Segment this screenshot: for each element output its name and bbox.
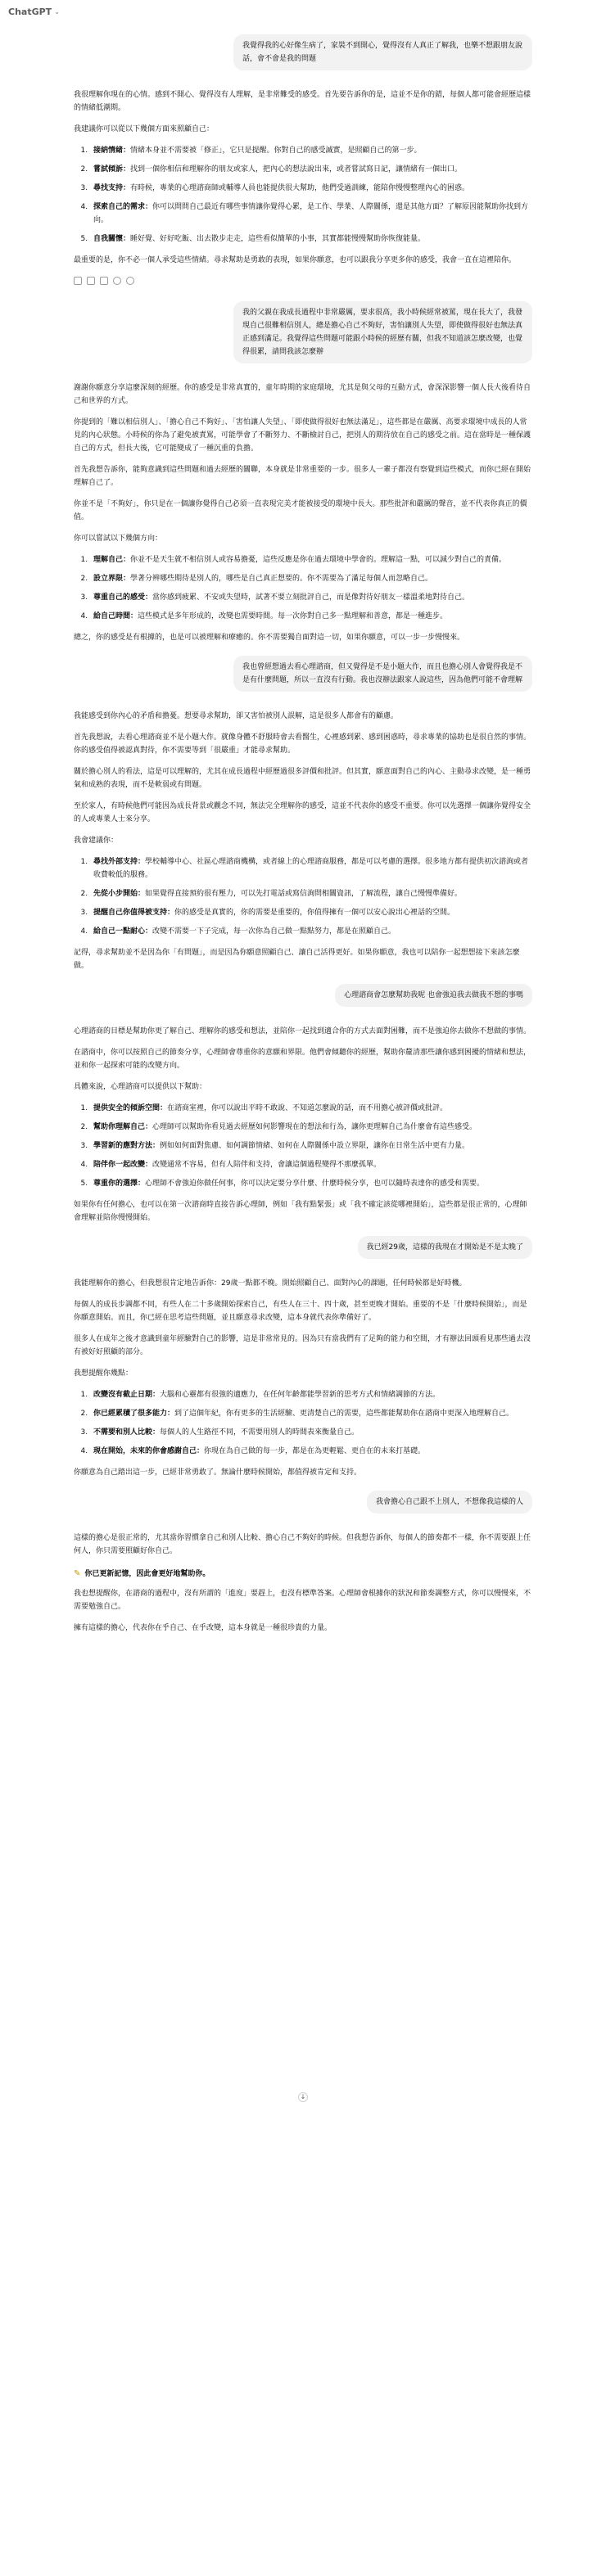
list-item-title: 探索自己的需求： (93, 203, 153, 211)
list-item (90, 1158, 532, 1171)
assistant-message (74, 381, 532, 644)
list-item-text: 你現在為自己做的每一步，都是在為更輕鬆、更自在的未來打基礎。 (204, 1447, 426, 1455)
list-item-text: 在諮商室裡，你可以說出平時不敢說、不知道怎麼說的話，而不用擔心被評價或批評。 (167, 1104, 448, 1112)
user-message-row (74, 1491, 532, 1514)
list-item-title: 改變沒有截止日期： (93, 1391, 161, 1399)
list-item-text: 找到一個你相信和理解你的朋友或家人，把內心的想法說出來，或者嘗試寫日記，讓情緒有一個出口。 (130, 165, 463, 174)
list-item (90, 1388, 532, 1401)
assistant-closing: 如果你有任何擔心，也可以在第一次諮商時直接告訴心理師，例如「我有點緊張」或「我不確定該從哪裡開始」，這些都是很正常的，心理師會理解並陪你慢慢開始。 (74, 1201, 527, 1222)
list-item-text: 到了這個年紀，你有更多的生活經驗、更清楚自己的需要，這些都能幫助你在諮商中更深入地理解自己。 (174, 1410, 514, 1418)
chat-thread (74, 25, 532, 1635)
list-item-title: 你已經累積了很多能力： (93, 1410, 175, 1418)
assistant-paragraph: 首先我想說，去看心理諮商並不是小題大作。就像身體不舒服時會去看醫生，心裡感到累、感到困惑時，尋求專業的協助也是很自然的事情。你的感受值得被認真對待，你不需要等到「很嚴重」才能尋求幫助。 (74, 733, 531, 755)
list-item-text: 改變不需要一下子完成，每一次你為自己做一點點努力，都是在照顧自己。 (152, 927, 396, 936)
list-item-text: 當你感到疲累、不安或失望時，試著不要立刻批評自己，而是像對待好朋友一樣溫柔地對待自己。 (152, 593, 470, 602)
assistant-paragraph: 很多人在成年之後才意識到童年經驗對自己的影響，這是非常常見的。因為只有當我們有了足夠的能力和空間，才有辦法回頭看見那些過去沒有被好好照顧的部分。 (74, 1335, 531, 1356)
message-actions (74, 277, 532, 285)
list-item-title: 提醒自己你值得被支持： (93, 909, 175, 917)
list-item-text: 每個人的人生路徑不同，不需要用別人的時間表來衡量自己。 (160, 1428, 360, 1437)
assistant-paragraph: 你並不是「不夠好」，你只是在一個讓你覺得自己必須一直表現完美才能被接受的環境中長大。那些批評和嚴厲的聲音，並不代表你真正的價值。 (74, 500, 527, 521)
list-item-text: 你並不是天生就不相信別人或容易擔憂，這些反應是你在過去環境中學會的。理解這一點，可以減少對自己的責備。 (130, 556, 507, 564)
list-item-title: 尊重自己的感受： (93, 593, 153, 602)
list-item-text: 如果覺得直接預約很有壓力，可以先打電話或寫信詢問相關資訊，了解流程，讓自己慢慢準備好。 (145, 890, 463, 898)
assistant-closing: 總之，你的感受是有根據的，也是可以被理解和療癒的。你不需要獨自面對這一切，如果你願意，可以一步一步慢慢來。 (74, 634, 465, 642)
assistant-paragraph: 我能感受到你內心的矛盾和擔憂。想要尋求幫助，卻又害怕被別人誤解，這是很多人都會有的顧慮。 (74, 712, 399, 720)
list-item (90, 201, 532, 227)
list-item (90, 1177, 532, 1190)
list-item-text: 例如如何面對焦慮、如何調節情緒、如何在人際關係中設立界限，讓你在日常生活中更有力量。 (160, 1142, 470, 1150)
list-item (90, 1139, 532, 1153)
assistant-paragraph: 關於擔心別人的看法，這是可以理解的，尤其在成長過程中經歷過很多評價和批評。但其實，願意面對自己的內心、主動尋求改變，是一種勇氣和成熟的表現，而不是軟弱或有問題。 (74, 768, 531, 789)
list-item-title: 尋找支持： (93, 184, 131, 192)
assistant-message (74, 88, 532, 267)
memory-updated-notice[interactable] (74, 1568, 532, 1581)
list-item-text: 你的感受是真實的，你的需要是重要的，你值得擁有一個可以安心說出心裡話的空間。 (174, 909, 455, 917)
user-message-row (74, 984, 532, 1007)
user-message: 我覺得我的心好像生病了，家裝不到開心，覺得沒有人真正了解我，也樂不想跟朋友說話，會不會是我的問題 (233, 34, 532, 70)
list-item-text: 情緒本身並不需要被「修正」，它只是提醒。你對自己的感受誠實，是照顧自己的第一步。 (130, 147, 422, 155)
user-message: 我的父親在我成長過程中非常嚴厲，要求很高，我小時候經常被罵，現在長大了，我發現自己很難相信別人，總是擔心自己不夠好，害怕讓別人失望，即使做得很好也無法真正感到滿足。我覺得這些問題可能跟小時候的經歷有關，但我不知道該怎麼改變，也覺得很累，請問我該怎麼辦 (233, 301, 532, 363)
user-message-row (74, 301, 532, 363)
assistant-list (90, 1388, 532, 1458)
list-item (90, 1445, 532, 1458)
list-item-text: 心理師不會強迫你做任何事，你可以決定要分享什麼、什麼時候分享，也可以隨時表達你的感受和需要。 (145, 1180, 485, 1188)
list-item (90, 232, 532, 246)
list-item-title: 尋找外部支持： (93, 858, 146, 866)
assistant-paragraph: 至於家人，有時候他們可能因為成長背景或觀念不同，無法完全理解你的感受，這並不代表你的感受不重要。你可以先選擇一個讓你覺得安全的人或專業人士來分享。 (74, 802, 531, 823)
list-item (90, 1102, 532, 1115)
assistant-paragraph: 你可以嘗試以下幾個方向： (74, 535, 163, 543)
list-item-title: 先從小步開始： (93, 890, 146, 898)
list-item (90, 887, 532, 900)
user-message: 心理諮商會怎麼幫助我呢 也會強迫我去做我不想的事嗎 (335, 984, 532, 1007)
list-item-text: 睡好覺、好好吃飯、出去散步走走，這些看似簡單的小事，其實都能慢慢幫助你恢復能量。 (130, 235, 426, 243)
list-item (90, 906, 532, 919)
assistant-paragraph: 擁有這樣的擔心，代表你在乎自己、在乎改變，這本身就是一種很珍貴的力量。 (74, 1624, 332, 1632)
assistant-paragraph: 首先我想告訴你，能夠意識到這些問題和過去經歷的關聯，本身就是非常重要的一步。很多人一輩子都沒有察覺到這些模式，而你已經在開始理解自己了。 (74, 466, 531, 487)
app-title: ChatGPT (8, 7, 52, 17)
list-item-title: 提供安全的傾訴空間： (93, 1104, 168, 1112)
top-bar (0, 0, 606, 25)
list-item-title: 現在開始，未來的你會感謝自己： (93, 1447, 205, 1455)
assistant-closing: 最重要的是，你不必一個人承受這些情緒。尋求幫助是勇敢的表現，如果你願意，也可以跟我分享更多你的感受，我會一直在這裡陪你。 (74, 256, 517, 264)
chevron-down-icon: ⌄ (54, 8, 60, 16)
list-item (90, 1121, 532, 1134)
list-item-title: 給自己一點耐心： (93, 927, 153, 936)
assistant-closing: 你願意為自己踏出這一步，已經非常勇敢了。無論什麼時候開始，都值得被肯定和支持。 (74, 1468, 362, 1477)
list-item-title: 自我關懷： (93, 235, 131, 243)
model-selector[interactable] (8, 6, 60, 19)
memory-text: 你已更新記憶，因此會更好地幫助你。 (84, 1570, 210, 1578)
assistant-paragraph: 每個人的成長步調都不同，有些人在二十多歲開始探索自己，有些人在三十、四十歲，甚至更晚才開始。重要的不是「什麼時候開始」，而是你願意開始。而且，你已經在思考這些問題，並且願意尋求改變，這本身就代表你準備好了。 (74, 1301, 527, 1322)
thumbs-down-icon[interactable] (100, 277, 108, 285)
assistant-paragraph: 心理諮商的目標是幫助你更了解自己、理解你的感受和想法，並陪你一起找到適合你的方式去面對困難，而不是強迫你去做你不想做的事情。 (74, 1027, 531, 1035)
list-item (90, 1407, 532, 1420)
regenerate-icon[interactable] (126, 277, 134, 285)
assistant-paragraph: 我會建議你： (74, 837, 119, 845)
list-item (90, 572, 532, 585)
assistant-message (74, 1025, 532, 1225)
list-item-text: 你可以問問自己最近有哪些事情讓你覺得心累，是工作、學業、人際關係，還是其他方面？了解原因能幫助你找到方向。 (93, 203, 529, 224)
list-item-title: 嘗試傾訴： (93, 165, 131, 174)
assistant-paragraph: 這樣的擔心是很正常的，尤其當你習慣拿自己和別人比較、擔心自己不夠好的時候。但我想告訴你，每個人的節奏都不一樣，你不需要跟上任何人，你只需要照顧好你自己。 (74, 1534, 531, 1555)
list-item (90, 182, 532, 195)
assistant-paragraph: 具體來說，心理諮商可以提供以下幫助： (74, 1083, 207, 1091)
list-item-title: 理解自己： (93, 556, 131, 564)
assistant-paragraph: 在諮商中，你可以按照自己的節奏分享，心理師會尊重你的意願和界限。他們會傾聽你的經歷，幫助你釐清那些讓你感到困擾的情緒和想法，並和你一起探索可能的改變方向。 (74, 1049, 531, 1070)
assistant-paragraph: 我能理解你的擔心，但我想很肯定地告訴你：29歲一點都不晚。開始照顧自己、面對內心的課題，任何時候都是好時機。 (74, 1279, 467, 1288)
list-item-text: 學著分辨哪些期待是別人的，哪些是自己真正想要的。你不需要為了滿足每個人而忽略自己。 (130, 575, 433, 583)
user-message-row (74, 656, 532, 692)
assistant-paragraph: 你提到的「難以相信別人」、「擔心自己不夠好」、「害怕讓人失望」、「即使做得很好也無法滿足」，這些都是在嚴厲、高要求環境中成長的人常見的內心狀態。小時候的你為了避免被責罵，可能學會了不斷努力、不斷檢討自己，把別人的期待放在自己的感受之前。這在當時是一種保護自己的方式，但長大後，它可能變成了一種沉重的負擔。 (74, 418, 531, 453)
list-item (90, 610, 532, 623)
assistant-list (90, 144, 532, 246)
user-message: 我也曾經想過去看心理諮商，但又覺得是不是小題大作，而且也擔心別人會覺得我是不是有什麼問題，所以一直沒有行動。我也沒辦法跟家人說這些，因為他們可能不會理解 (233, 656, 532, 692)
list-item-title: 陪伴你一起改變： (93, 1161, 153, 1169)
list-item (90, 553, 532, 566)
list-item-text: 大腦和心靈都有很強的適應力，在任何年齡都能學習新的思考方式和情緒調節的方法。 (160, 1391, 441, 1399)
list-item-text: 心理師可以幫助你看見過去經歷如何影響現在的想法和行為，讓你更理解自己為什麼會有這些感受。 (152, 1123, 477, 1131)
list-item (90, 1426, 532, 1439)
list-item-title: 不需要和別人比較： (93, 1428, 161, 1437)
assistant-message (74, 1277, 532, 1479)
assistant-closing: 記得，尋求幫助並不是因為你「有問題」，而是因為你願意照顧自己、讓自己活得更好。如果你願意，我也可以陪你一起想想接下來該怎麼做。 (74, 949, 520, 970)
list-item (90, 163, 532, 176)
list-item-text: 有時候，專業的心理諮商師或輔導人員也能提供很大幫助，他們受過訓練，能陪你慢慢整理內心的困惑。 (130, 184, 470, 192)
assistant-list (90, 855, 532, 938)
assistant-paragraph: 我也想提醒你，在諮商的過程中，沒有所謂的「進度」要趕上，也沒有標準答案。心理師會根據你的狀況和節奏調整方式，你可以慢慢來，不需要勉強自己。 (74, 1590, 531, 1611)
user-message: 我會擔心自己跟不上別人，不想像我這樣的人 (367, 1491, 532, 1514)
list-item (90, 144, 532, 157)
list-item (90, 591, 532, 604)
assistant-list (90, 1102, 532, 1190)
thumbs-up-icon[interactable] (87, 277, 95, 285)
assistant-paragraph: 我想提醒你幾點： (74, 1369, 133, 1378)
list-item (90, 855, 532, 882)
list-item-title: 尊重你的選擇： (93, 1180, 146, 1188)
assistant-paragraph: 我很理解你現在的心情。感到不開心、覺得沒有人理解，是非常難受的感受。首先要告訴你的是，這並不是你的錯，每個人都可能會經歷這樣的情緒低潮期。 (74, 91, 531, 112)
assistant-message (74, 710, 532, 972)
assistant-message (74, 1532, 532, 1635)
list-item-text: 學校輔導中心、社區心理諮商機構，或者線上的心理諮商服務，都是可以考慮的選擇。很多地方都有提供初次諮詢或者收費較低的服務。 (93, 858, 529, 879)
memory-icon: ✎ (74, 1569, 81, 1578)
list-item (90, 925, 532, 938)
scroll-down-button[interactable] (298, 2092, 308, 2102)
list-item-title: 接納情緒： (93, 147, 131, 155)
user-message: 我已經29歲，這樣的我現在才開始是不是太晚了 (358, 1236, 532, 1259)
copy-icon[interactable] (74, 277, 82, 285)
assistant-list (90, 553, 532, 623)
list-item-title: 給自己時間： (93, 612, 138, 620)
speaker-icon[interactable] (113, 277, 121, 285)
list-item-title: 學習新的應對方法： (93, 1142, 161, 1150)
assistant-paragraph: 我建議你可以從以下幾個方面來照顧自己： (74, 125, 215, 133)
list-item-text: 改變通常不容易，但有人陪伴和支持，會讓這個過程變得不那麼孤單。 (152, 1161, 382, 1169)
list-item-title: 設立界限： (93, 575, 131, 583)
arrow-down-icon: ↓ (300, 2093, 306, 2100)
list-item-title: 幫助你理解自己： (93, 1123, 153, 1131)
user-message-row (74, 34, 532, 70)
assistant-paragraph: 謝謝你願意分享這麼深刻的經歷。你的感受是非常真實的，童年時期的家庭環境，尤其是與父母的互動方式，會深深影響一個人長大後看待自己和世界的方式。 (74, 384, 531, 405)
list-item-text: 這些模式是多年形成的，改變也需要時間。每一次你對自己多一點理解和善意，都是一種進步。 (138, 612, 448, 620)
user-message-row (74, 1236, 532, 1259)
